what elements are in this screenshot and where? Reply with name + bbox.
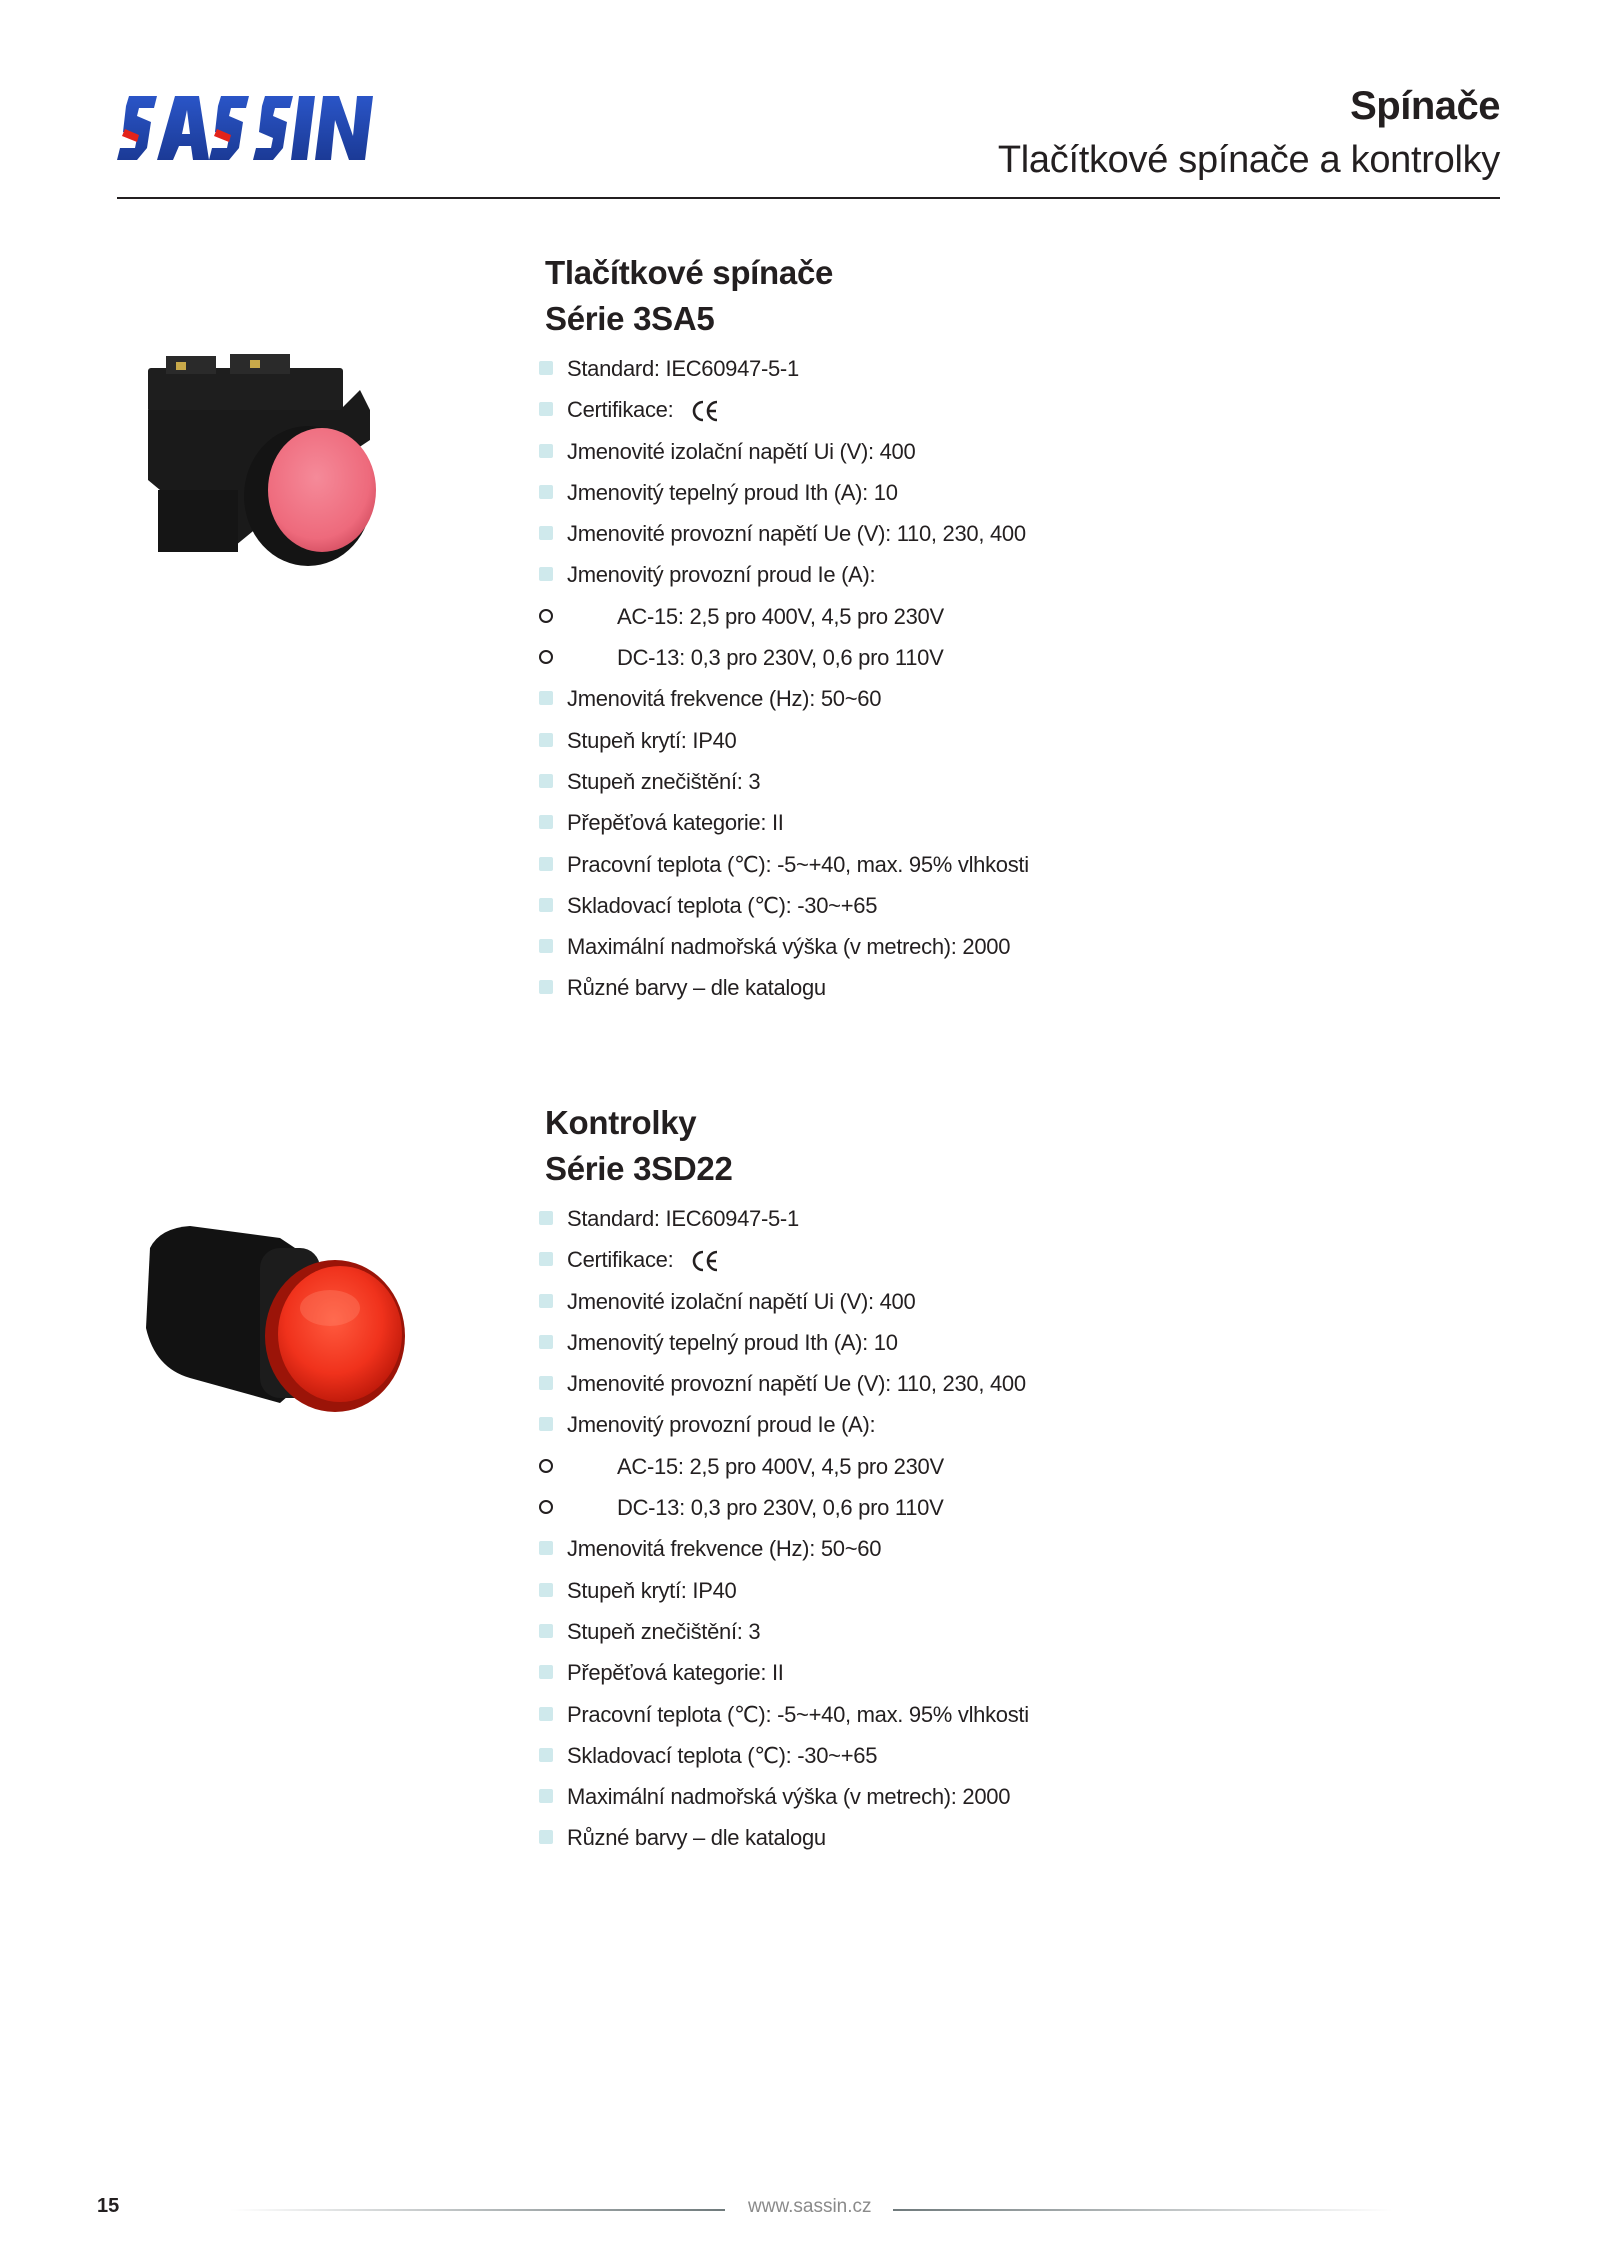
indicator-lamp-product-image — [130, 1218, 410, 1428]
footer-divider-right — [893, 2209, 1393, 2211]
spec-subitem: DC-13: 0,3 pro 230V, 0,6 pro 110V — [545, 637, 1029, 678]
section-series: Série 3SA5 — [545, 300, 715, 337]
ce-mark-icon — [691, 1250, 719, 1272]
square-bullet-icon — [539, 1417, 553, 1431]
square-bullet-icon — [539, 1541, 553, 1555]
circle-bullet-icon — [539, 1500, 553, 1514]
square-bullet-icon — [539, 1252, 553, 1266]
spec-list — [545, 1198, 1029, 1859]
spec-subitem: AC-15: 2,5 pro 400V, 4,5 pro 230V — [545, 1446, 1029, 1487]
spec-item: Skladovací teplota (℃): -30~+65 — [545, 1735, 1029, 1776]
square-bullet-icon — [539, 1583, 553, 1597]
spec-item: Maximální nadmořská výška (v metrech): 2000 — [545, 1776, 1029, 1817]
spec-item: Jmenovitý provozní proud Ie (A): — [545, 554, 1029, 595]
spec-item: Stupeň krytí: IP40 — [545, 720, 1029, 761]
page-header — [998, 80, 1500, 188]
square-bullet-icon — [539, 567, 553, 581]
spec-item: Přepěťová kategorie: II — [545, 802, 1029, 843]
square-bullet-icon — [539, 774, 553, 788]
square-bullet-icon — [539, 361, 553, 375]
push-button-product-image — [140, 350, 400, 590]
square-bullet-icon — [539, 1748, 553, 1762]
square-bullet-icon — [539, 1789, 553, 1803]
square-bullet-icon — [539, 1624, 553, 1638]
square-bullet-icon — [539, 1211, 553, 1225]
spec-item: Jmenovité provozní napětí Ue (V): 110, 230, 400 — [545, 1363, 1029, 1404]
square-bullet-icon — [539, 402, 553, 416]
spec-item: Různé barvy – dle katalogu — [545, 1817, 1029, 1858]
spec-item: Pracovní teplota (℃): -5~+40, max. 95% vlhkosti — [545, 844, 1029, 885]
header-title: Spínače — [1350, 84, 1500, 128]
spec-item: Jmenovité provozní napětí Ue (V): 110, 230, 400 — [545, 513, 1029, 554]
header-divider — [117, 197, 1500, 199]
spec-item: Jmenovitá frekvence (Hz): 50~60 — [545, 678, 1029, 719]
footer-divider-left — [230, 2209, 725, 2211]
spec-item: Stupeň znečištění: 3 — [545, 761, 1029, 802]
square-bullet-icon — [539, 733, 553, 747]
square-bullet-icon — [539, 1376, 553, 1390]
square-bullet-icon — [539, 1335, 553, 1349]
spec-subitem: AC-15: 2,5 pro 400V, 4,5 pro 230V — [545, 596, 1029, 637]
section-series: Série 3SD22 — [545, 1150, 733, 1187]
spec-item: Standard: IEC60947-5-1 — [545, 1198, 1029, 1239]
spec-item: Certifikace: — [545, 1239, 1029, 1280]
spec-item: Jmenovitý provozní proud Ie (A): — [545, 1404, 1029, 1445]
square-bullet-icon — [539, 939, 553, 953]
spec-list — [545, 348, 1029, 1009]
spec-item: Skladovací teplota (℃): -30~+65 — [545, 885, 1029, 926]
square-bullet-icon — [539, 526, 553, 540]
spec-item: Stupeň znečištění: 3 — [545, 1611, 1029, 1652]
section-title: Tlačítkové spínače — [545, 254, 834, 291]
spec-item: Stupeň krytí: IP40 — [545, 1570, 1029, 1611]
square-bullet-icon — [539, 444, 553, 458]
spec-item: Jmenovité izolační napětí Ui (V): 400 — [545, 1281, 1029, 1322]
sassin-logo — [117, 96, 375, 160]
square-bullet-icon — [539, 485, 553, 499]
page-number: 15 — [97, 2195, 120, 2217]
circle-bullet-icon — [539, 609, 553, 623]
circle-bullet-icon — [539, 1459, 553, 1473]
square-bullet-icon — [539, 1830, 553, 1844]
circle-bullet-icon — [539, 650, 553, 664]
spec-item: Přepěťová kategorie: II — [545, 1652, 1029, 1693]
spec-item: Certifikace: — [545, 389, 1029, 430]
square-bullet-icon — [539, 1294, 553, 1308]
section-title: Kontrolky — [545, 1104, 697, 1141]
square-bullet-icon — [539, 815, 553, 829]
square-bullet-icon — [539, 857, 553, 871]
spec-item: Jmenovitý tepelný proud Ith (A): 10 — [545, 1322, 1029, 1363]
footer-url[interactable]: www.sassin.cz — [748, 2196, 872, 2217]
square-bullet-icon — [539, 898, 553, 912]
spec-item: Maximální nadmořská výška (v metrech): 2000 — [545, 926, 1029, 967]
section-indicator-lamps — [545, 1100, 1029, 1859]
spec-item: Jmenovitý tepelný proud Ith (A): 10 — [545, 472, 1029, 513]
section-push-buttons — [545, 250, 1029, 1009]
ce-mark-icon — [691, 400, 719, 422]
square-bullet-icon — [539, 1665, 553, 1679]
square-bullet-icon — [539, 691, 553, 705]
spec-item: Pracovní teplota (℃): -5~+40, max. 95% vlhkosti — [545, 1694, 1029, 1735]
spec-item: Jmenovité izolační napětí Ui (V): 400 — [545, 431, 1029, 472]
square-bullet-icon — [539, 980, 553, 994]
header-subtitle: Tlačítkové spínače a kontrolky — [997, 139, 1500, 181]
square-bullet-icon — [539, 1707, 553, 1721]
spec-item: Různé barvy – dle katalogu — [545, 967, 1029, 1008]
spec-subitem: DC-13: 0,3 pro 230V, 0,6 pro 110V — [545, 1487, 1029, 1528]
spec-item: Jmenovitá frekvence (Hz): 50~60 — [545, 1528, 1029, 1569]
spec-item: Standard: IEC60947-5-1 — [545, 348, 1029, 389]
